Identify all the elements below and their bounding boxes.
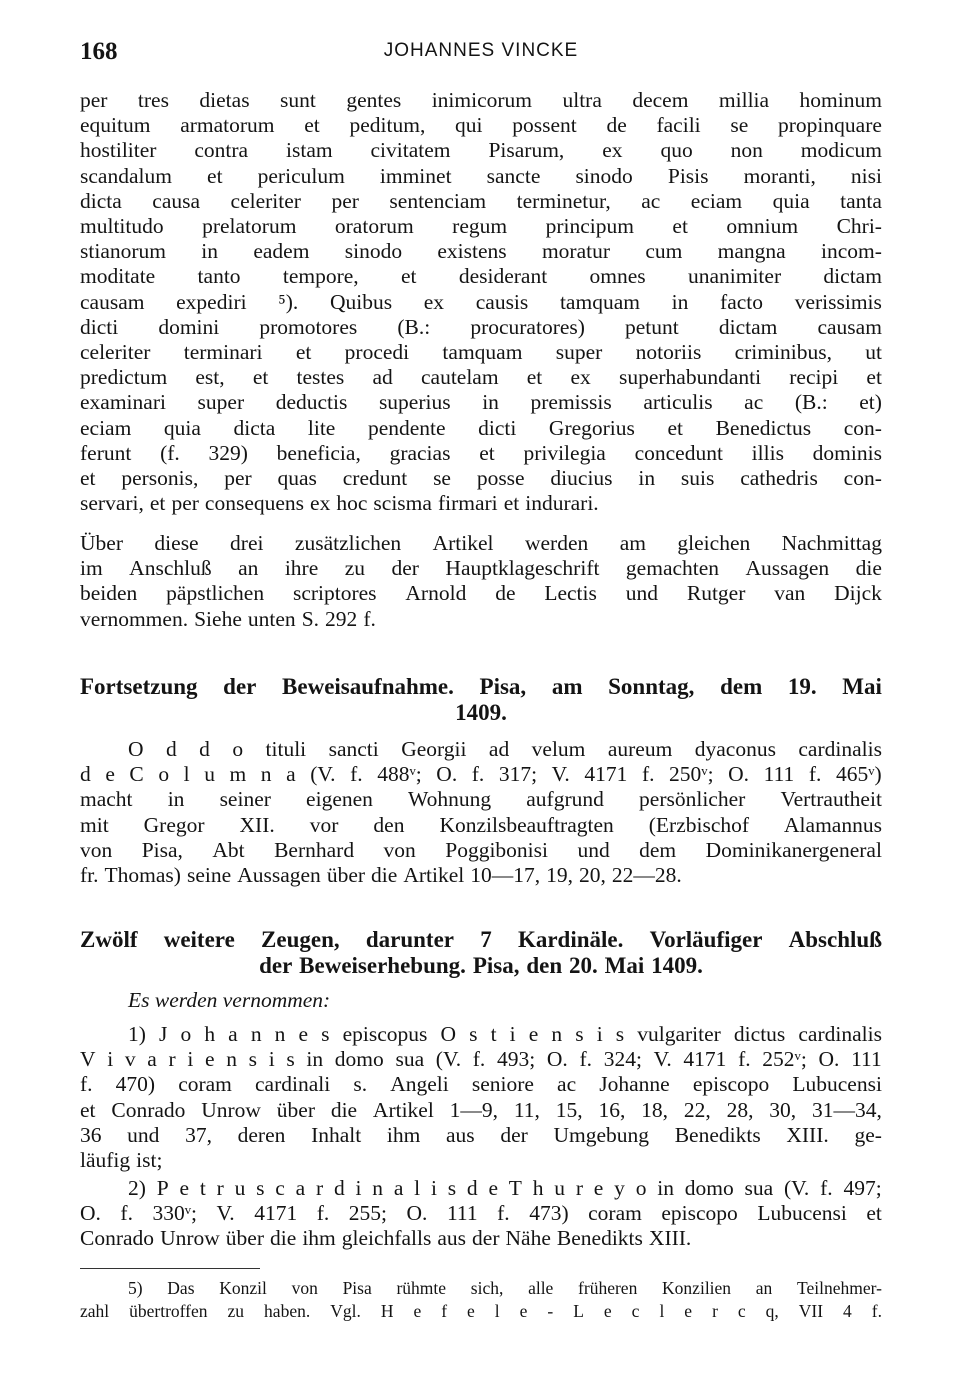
text-line: equitum armatorum et peditum, qui possent de facili se propinquare [80, 113, 882, 138]
text-line: Zwölf weitere Zeugen, darunter 7 Kardinäle. Vorläufiger Abschluß [80, 927, 882, 952]
text-line: Fortsetzung der Beweisaufnahme. Pisa, am Sonntag, dem 19. Mai [80, 674, 882, 699]
intro-line [80, 988, 882, 1013]
text-line: ferunt (f. 329) beneficia, gracias et privilegia concedunt illis dominis [80, 440, 882, 465]
section-heading-20-may [80, 927, 882, 978]
text-line: celeriter terminari et procedi tamquam super notoriis criminibus, ut [80, 340, 882, 365]
text-line: multitudo prelatorum oratorum regum principum et omnium Chri- [80, 214, 882, 239]
text-line: f. 470) coram cardinali s. Angeli seniore ac Johanne episcopo Lubucensi [80, 1072, 882, 1097]
text-line: examinari super deductis superius in premissis articulis ac (B.: et) [80, 390, 882, 415]
page-header [80, 38, 882, 68]
text-line: 5) Das Konzil von Pisa rühmte sich, alle früheren Konzilien an Teilnehmer- [128, 1278, 882, 1298]
text-line: stianorum in eadem sinodo existens moratur cum mangna incom- [80, 239, 882, 264]
text-line: causam expediri ⁵). Quibus ex causis tamquam in facto verissimis [80, 289, 882, 314]
text-line: O. f. 330ᵛ; V. 4171 f. 255; O. 111 f. 473) coram episcopo Lubucensi et [80, 1201, 882, 1226]
section-heading-19-may [80, 674, 882, 725]
page-number: 168 [80, 38, 118, 65]
text-line: zahl übertroffen zu haben. Vgl. H e f e l e - L e c l e r c q, VII 4 f. [80, 1301, 882, 1321]
footnote-rule [80, 1268, 260, 1269]
running-head: JOHANNES VINCKE [383, 40, 579, 61]
text-line: 36 und 37, deren Inhalt ihm aus der Umgebung Benedikts XIII. ge- [80, 1122, 882, 1147]
intro-text: Es werden vernommen: [128, 988, 331, 1012]
text-line: servari, et per consequens ex hoc scisma firmari et indurari. [80, 491, 599, 516]
text-line: fr. Thomas) seine Aussagen über die Artikel 10—17, 19, 20, 22—28. [80, 863, 682, 888]
text-line: dicti domini promotores (B.: procuratores) petunt dictam causam [80, 314, 882, 339]
text-line: scandalum et periculum imminet sancte sinodo Pisis moranti, nisi [80, 163, 882, 188]
text-line: vernommen. Siehe unten S. 292 f. [80, 606, 376, 631]
oddo-paragraph [80, 737, 882, 888]
footnote [80, 1277, 882, 1323]
text-line: moditate tanto tempore, et desiderant omnes unanimiter dictam [80, 264, 882, 289]
text-line: et Conrado Unrow über die Artikel 1—9, 11, 15, 16, 18, 22, 28, 30, 31—34, [80, 1097, 882, 1122]
text-line: macht in seiner eigenen Wohnung aufgrund persönlicher Vertrautheit [80, 787, 882, 812]
text-line: predictum est, et testes ad cautelam et ex superhabundanti recipi et [80, 365, 882, 390]
witness-item-1 [80, 1022, 882, 1173]
text-line: dicta causa celeriter per sentenciam terminetur, ac eciam quia tanta [80, 188, 882, 213]
text-line: 1) J o h a n n e s episcopus O s t i e n s i s vulgariter dictus cardinalis [128, 1022, 882, 1046]
witness-item-2 [80, 1176, 882, 1252]
text-line: et personis, per quas credunt se posse diucius in suis cathedris con- [80, 466, 882, 491]
text-line: beiden päpstlichen scriptores Arnold de Lectis und Rutger van Dijck [80, 581, 882, 606]
text-line: d e C o l u m n a (V. f. 488ᵛ; O. f. 317; V. 4171 f. 250ᵛ; O. 111 f. 465ᵛ) [80, 762, 882, 787]
text-line: im Anschluß an ihre zu der Hauptklageschrift gemachten Aussagen die [80, 556, 882, 581]
text-line: 1409. [455, 699, 507, 725]
text-line: von Pisa, Abt Bernhard von Poggibonisi und dem Dominikanergeneral [80, 837, 882, 862]
latin-paragraph [80, 88, 882, 516]
text-line: hostiliter contra istam civitatem Pisarum, ex quo non modicum [80, 138, 882, 163]
text-line: läufig ist; [80, 1148, 163, 1173]
text-line: 2) P e t r u s c a r d i n a l i s d e T h u r e y o in domo sua (V. f. 497; [128, 1176, 882, 1200]
text-line: der Beweiserhebung. Pisa, den 20. Mai 1409. [259, 952, 703, 978]
text-line: V i v a r i e n s i s in domo sua (V. f. 493; O. f. 324; V. 4171 f. 252ᵛ; O. 111 [80, 1047, 882, 1072]
text-line: O d d o tituli sancti Georgii ad velum aureum dyaconus cardinalis [128, 737, 882, 761]
text-line: Über diese drei zusätzlichen Artikel werden am gleichen Nachmittag [80, 531, 882, 555]
text-line: Conrado Unrow über die ihm gleichfalls aus der Nähe Benedikts XIII. [80, 1226, 692, 1251]
german-paragraph [80, 531, 882, 632]
text-line: mit Gregor XII. vor den Konzilsbeauftragten (Erzbischof Alamannus [80, 812, 882, 837]
text-line: eciam quia dicta lite pendente dicti Gregorius et Benedictus con- [80, 415, 882, 440]
text-line: per tres dietas sunt gentes inimicorum ultra decem millia hominum [80, 88, 882, 112]
